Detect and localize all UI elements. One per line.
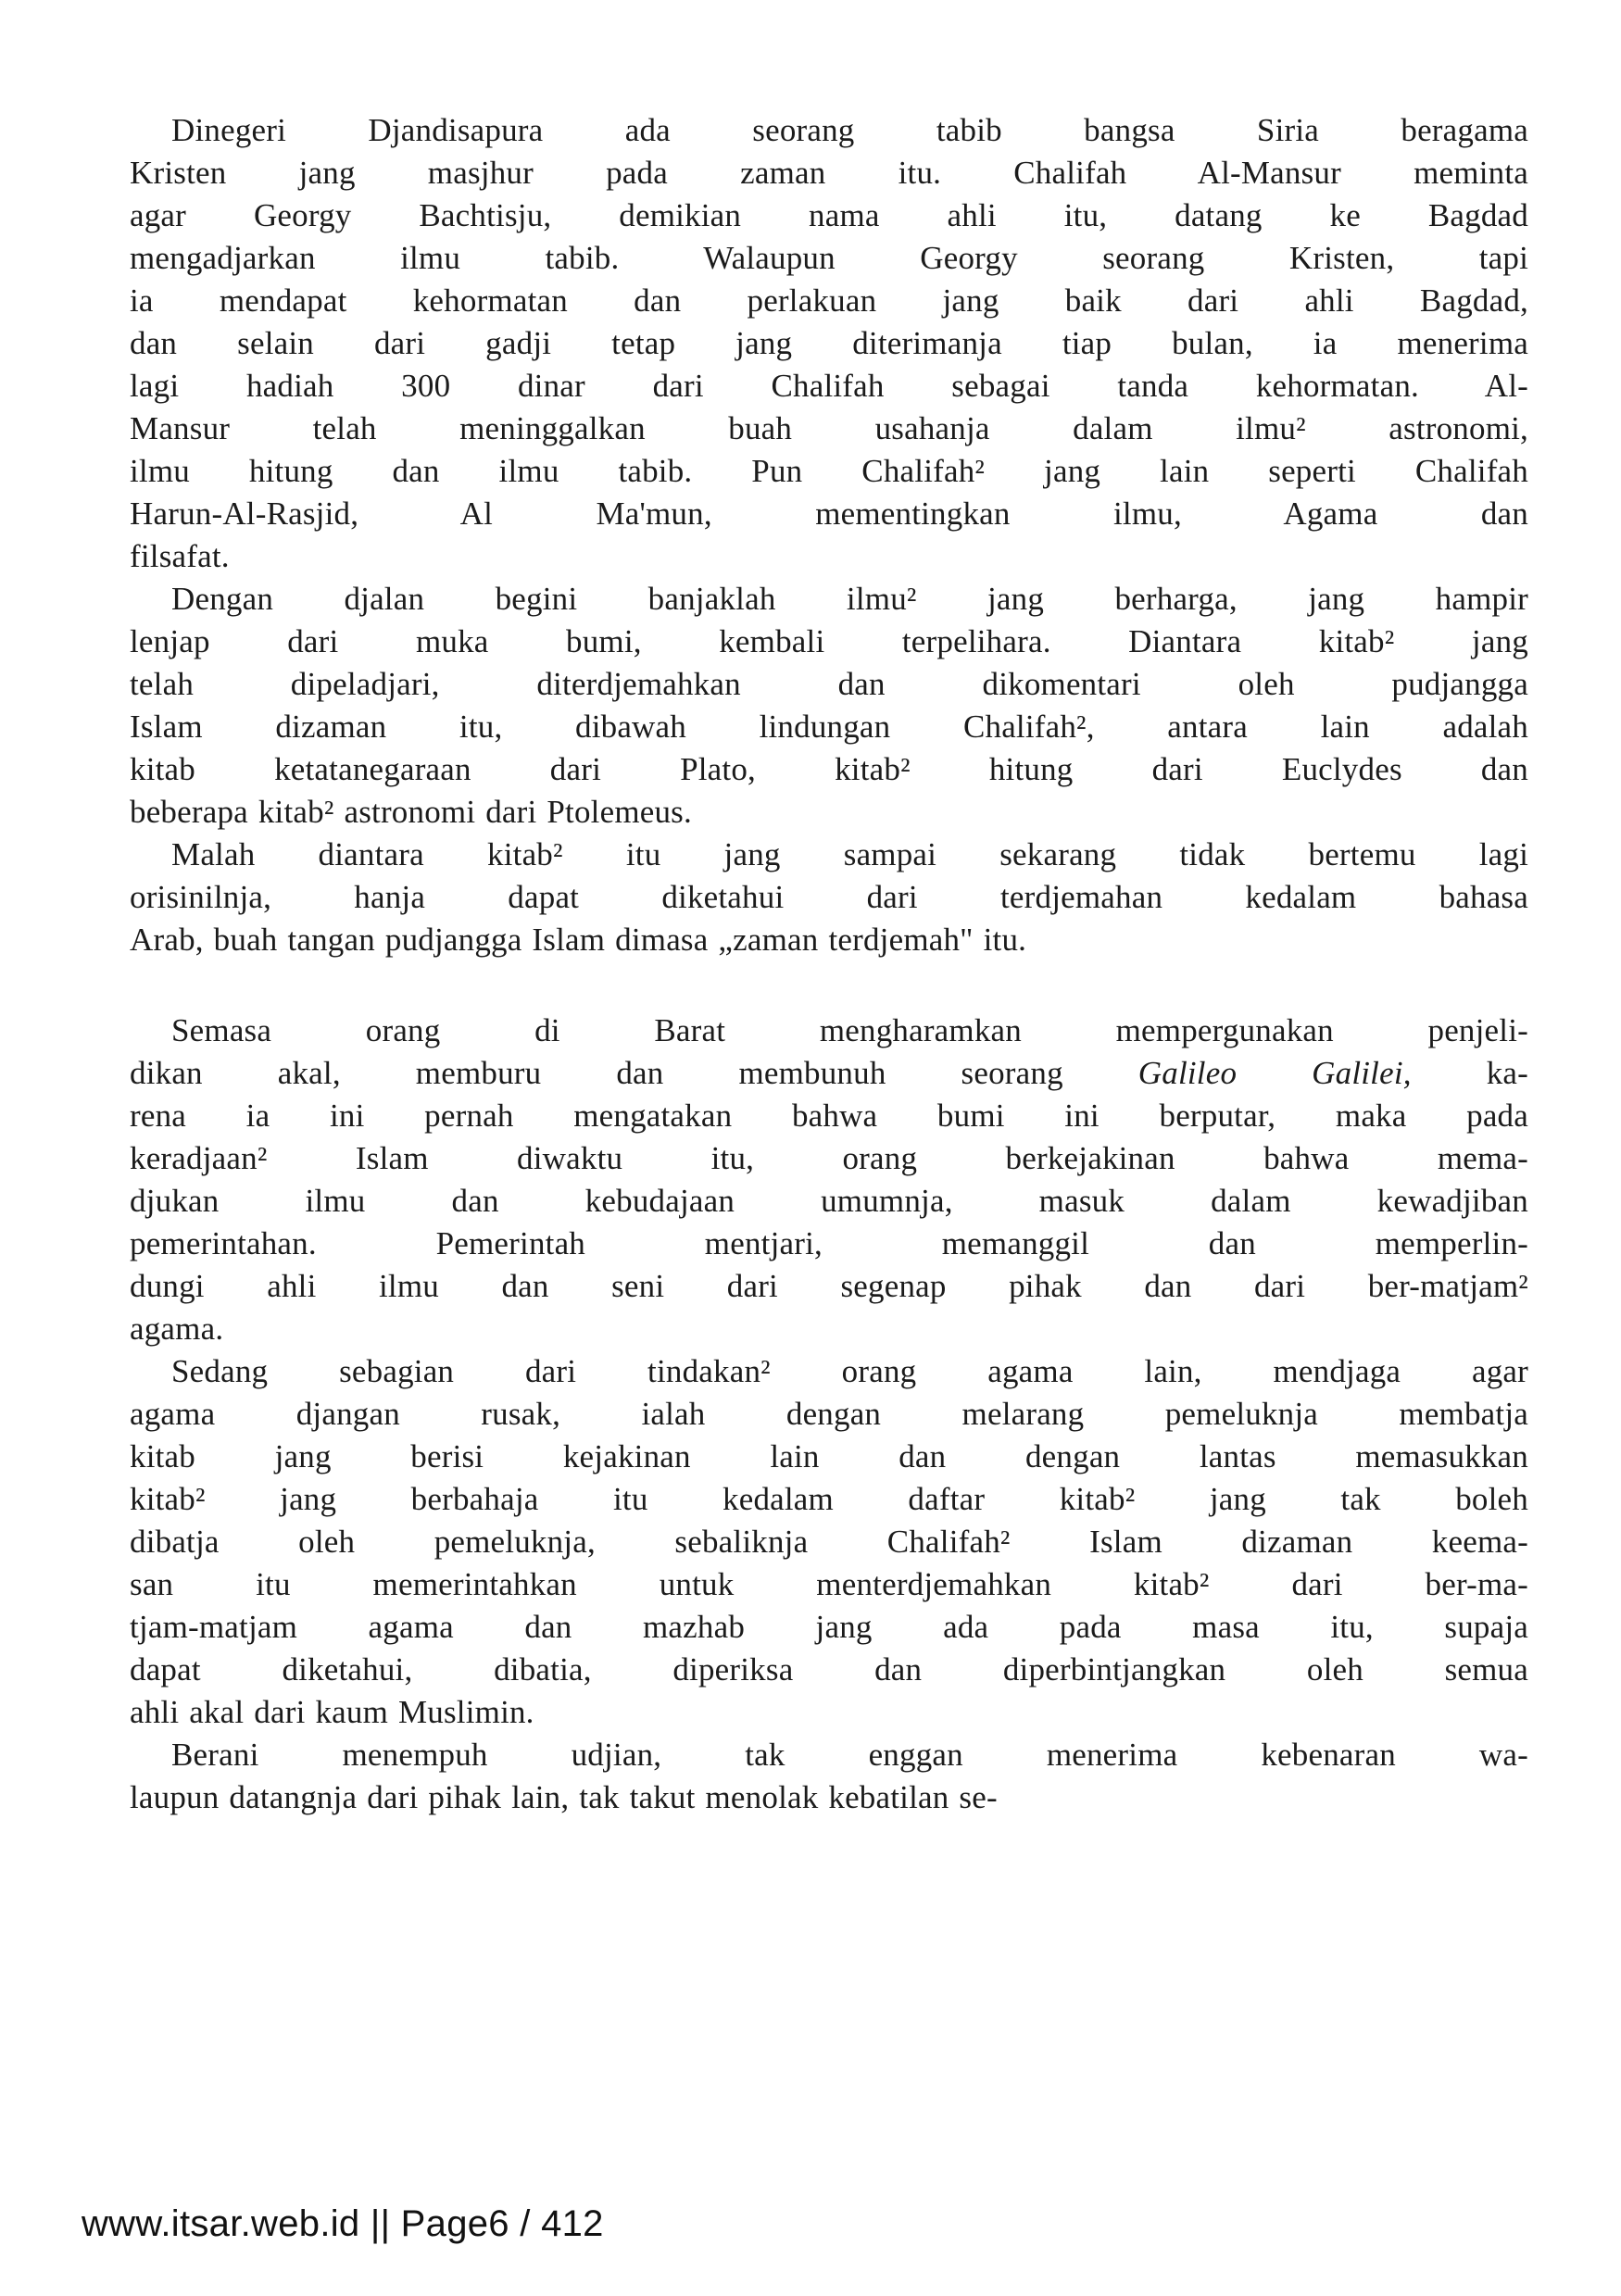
text-line: Sedang sebagian dari tindakan² orang agama lain, mendjaga agar [171, 1353, 1528, 1389]
text-line: dan selain dari gadji tetap jang diterimanja tiap bulan, ia menerima [130, 325, 1528, 361]
page-text [130, 109, 1528, 1819]
text-line: tjam-matjam agama dan mazhab jang ada pada masa itu, supaja [130, 1609, 1528, 1645]
paragraph [130, 1350, 1528, 1734]
text-line: Dengan djalan begini banjaklah ilmu² jang berharga, jang hampir [171, 581, 1528, 617]
text-line: Mansur telah meninggalkan buah usahanja dalam ilmu² astronomi, [130, 410, 1528, 446]
paragraph [130, 834, 1528, 961]
text-line: Kristen jang masjhur pada zaman itu. Chalifah Al-Mansur meminta [130, 155, 1528, 191]
text-line: ilmu hitung dan ilmu tabib. Pun Chalifah² jang lain seperti Chalifah [130, 453, 1528, 489]
text-line: dikan akal, memburu dan membunuh seorang Galileo Galilei, ka- [130, 1055, 1528, 1091]
paragraph [130, 109, 1528, 578]
text-line: dungi ahli ilmu dan seni dari segenap pihak dan dari ber-matjam² [130, 1268, 1528, 1304]
text-line: Dinegeri Djandisapura ada seorang tabib bangsa Siria beragama [171, 112, 1528, 148]
text-line: keradjaan² Islam diwaktu itu, orang berkejakinan bahwa mema- [130, 1140, 1528, 1176]
text-line: dapat diketahui, dibatia, diperiksa dan diperbintjangkan oleh semua [130, 1651, 1528, 1687]
text-line: beberapa kitab² astronomi dari Ptolemeus. [130, 794, 692, 830]
text-line: kitab jang berisi kejakinan lain dan dengan lantas memasukkan [130, 1438, 1528, 1474]
text-line: Arab, buah tangan pudjangga Islam dimasa „zaman terdjemah" itu. [130, 922, 1027, 958]
text-line: Berani menempuh udjian, tak enggan menerima kebenaran wa- [171, 1737, 1528, 1773]
text-line: filsafat. [130, 538, 230, 574]
text-line: Harun-Al-Rasjid, Al Ma'mun, mementingkan ilmu, Agama dan [130, 496, 1528, 532]
text-line: agama. [130, 1311, 224, 1347]
paragraph [130, 1734, 1528, 1819]
text-line: kitab² jang berbahaja itu kedalam daftar kitab² jang tak boleh [130, 1481, 1528, 1517]
text-line: lenjap dari muka bumi, kembali terpelihara. Diantara kitab² jang [130, 623, 1528, 659]
text-line: kitab ketatanegaraan dari Plato, kitab² hitung dari Euclydes dan [130, 751, 1528, 787]
text-line: djukan ilmu dan kebudajaan umumnja, masuk dalam kewadjiban [130, 1183, 1528, 1219]
text-line: agama djangan rusak, ialah dengan melarang pemeluknja membatja [130, 1396, 1528, 1432]
paragraph [130, 578, 1528, 834]
text-line: san itu memerintahkan untuk menterdjemahkan kitab² dari ber-ma- [130, 1566, 1528, 1602]
italic-text: Galileo Galilei, [1137, 1055, 1412, 1091]
text-line: Islam dizaman itu, dibawah lindungan Chalifah², antara lain adalah [130, 709, 1528, 745]
text-line: Malah diantara kitab² itu jang sampai sekarang tidak bertemu lagi [171, 836, 1528, 872]
text-line: ia mendapat kehormatan dan perlakuan jang baik dari ahli Bagdad, [130, 282, 1528, 319]
text-line: dibatja oleh pemeluknja, sebaliknja Chalifah² Islam dizaman keema- [130, 1524, 1528, 1560]
text-line: lagi hadiah 300 dinar dari Chalifah sebagai tanda kehormatan. Al- [130, 368, 1528, 404]
text-line: orisinilnja, hanja dapat diketahui dari terdjemahan kedalam bahasa [130, 879, 1528, 915]
text-line: rena ia ini pernah mengatakan bahwa bumi ini berputar, maka pada [130, 1098, 1528, 1134]
text-line: ahli akal dari kaum Muslimin. [130, 1694, 534, 1730]
text-line: Semasa orang di Barat mengharamkan mempergunakan penjeli- [171, 1012, 1528, 1048]
text-line: agar Georgy Bachtisju, demikian nama ahli itu, datang ke Bagdad [130, 197, 1528, 233]
text-line: laupun datangnja dari pihak lain, tak takut menolak kebatilan se- [130, 1779, 998, 1815]
text-line: pemerintahan. Pemerintah mentjari, memanggil dan memperlin- [130, 1225, 1528, 1261]
text-line: mengadjarkan ilmu tabib. Walaupun Georgy seorang Kristen, tapi [130, 240, 1528, 276]
paragraph [130, 1010, 1528, 1350]
page-footer-watermark: www.itsar.web.id || Page6 / 412 [82, 2203, 604, 2244]
text-line: telah dipeladjari, diterdjemahkan dan dikomentari oleh pudjangga [130, 666, 1528, 702]
